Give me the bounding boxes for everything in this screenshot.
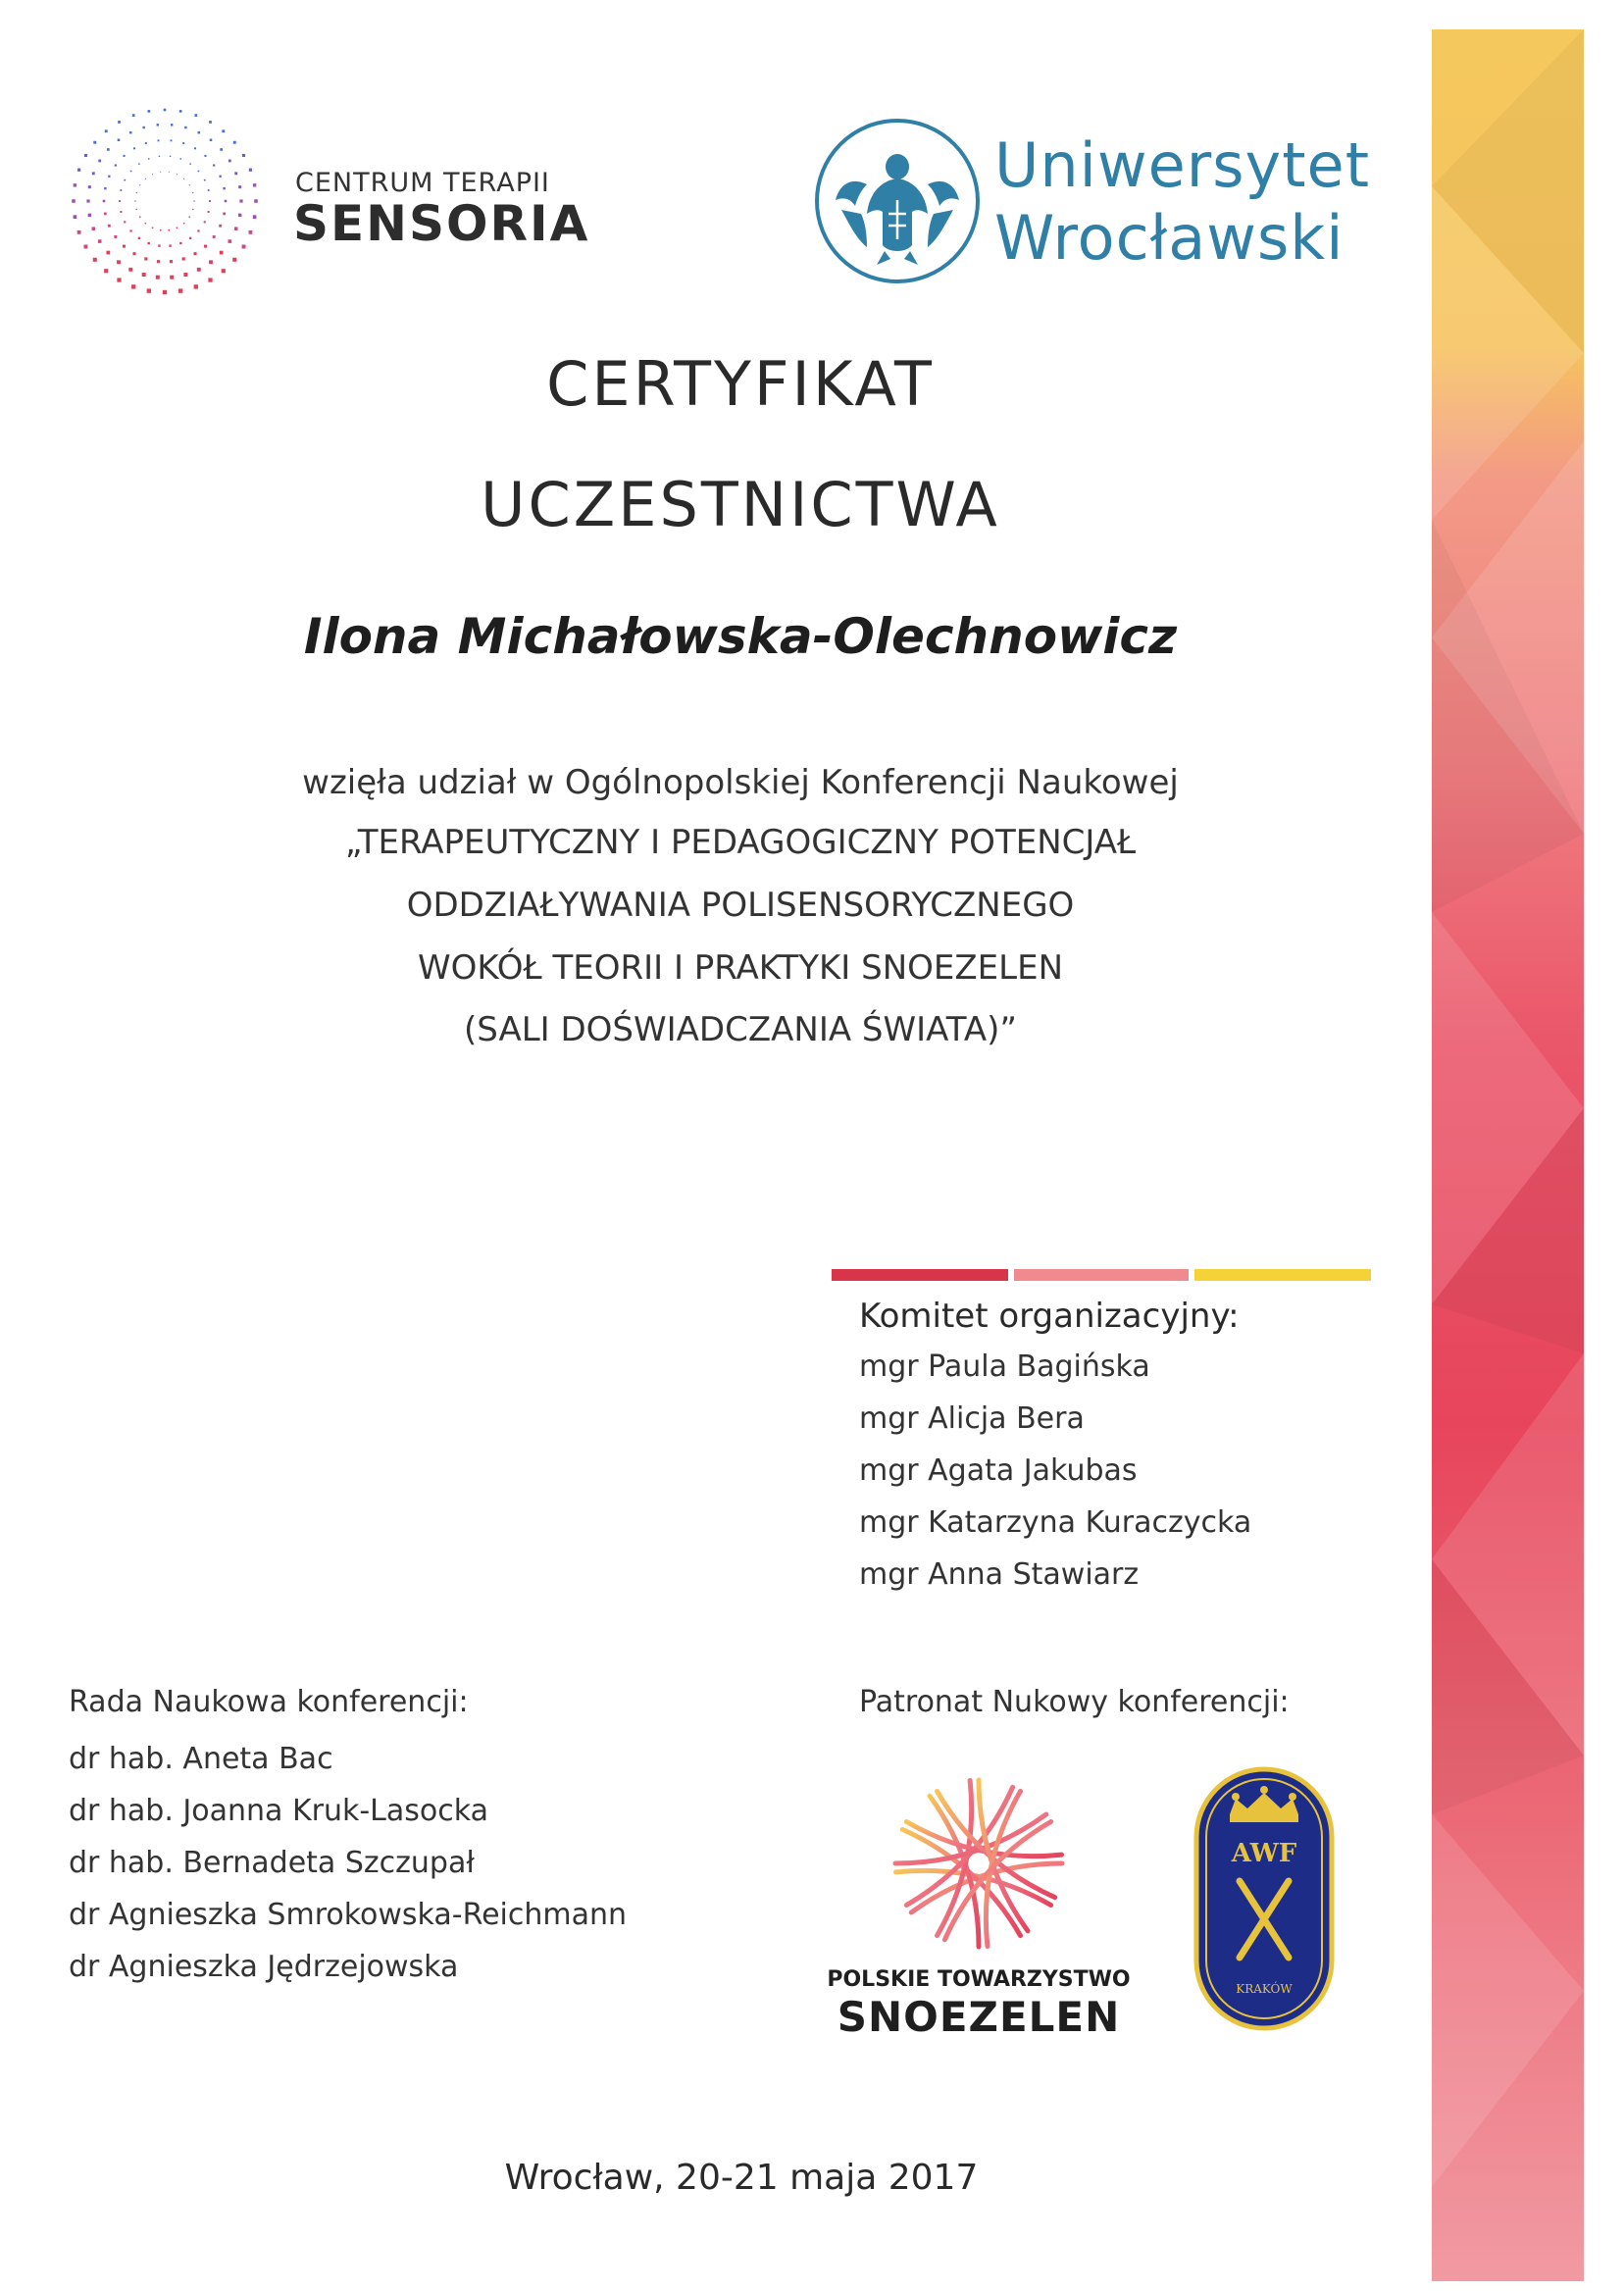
sensoria-dot xyxy=(233,141,236,144)
sensoria-dot xyxy=(148,110,151,113)
sensoria-dot xyxy=(157,260,160,263)
sensoria-dot xyxy=(170,156,171,157)
sensoria-dot xyxy=(136,192,137,193)
body-line: (SALI DOŚWIADCZANIA ŚWIATA)” xyxy=(463,1010,1018,1049)
sensoria-dot xyxy=(194,284,198,288)
sensoria-dot xyxy=(204,179,206,181)
sensoria-dot xyxy=(179,110,182,113)
committee-member: mgr Katarzyna Kuraczycka xyxy=(859,1505,1252,1540)
sensoria-dot xyxy=(118,138,121,141)
sensoria-dot xyxy=(88,214,91,217)
council-member: dr hab. Joanna Kruk-Lasocka xyxy=(69,1794,488,1828)
sensoria-dot xyxy=(105,129,108,132)
sensoria-dot xyxy=(132,114,135,117)
sensoria-dot xyxy=(98,160,101,163)
sensoria-dot xyxy=(178,288,182,292)
sensoria-dot xyxy=(108,225,111,228)
sensoria-dot xyxy=(242,154,245,157)
sensoria-dot xyxy=(103,200,106,203)
sensoria-dot xyxy=(156,276,160,280)
sensoria-dot xyxy=(119,200,121,202)
sensoria-dot xyxy=(138,163,140,165)
university-logo xyxy=(812,116,1370,292)
sensoria-dot xyxy=(209,121,212,124)
sensoria-dot xyxy=(213,235,216,238)
sensoria-dot xyxy=(183,223,185,225)
sensoria-dot xyxy=(249,169,252,172)
sensoria-dot xyxy=(192,209,193,210)
snoezelen-title: SNOEZELEN xyxy=(837,1993,1121,2041)
sensoria-dot xyxy=(157,124,159,126)
sensoria-dot xyxy=(120,211,122,213)
sensoria-dot xyxy=(169,172,170,173)
sensoria-dot xyxy=(170,260,173,263)
sensoria-dot xyxy=(152,228,154,229)
sensoria-dot xyxy=(159,156,160,157)
sensoria-dot xyxy=(142,127,144,128)
sensoria-dot xyxy=(132,252,135,255)
sensoria-dot xyxy=(182,142,184,144)
council-member: dr Agnieszka Jędrzejowska xyxy=(69,1950,459,1984)
scientific-council xyxy=(69,1685,627,2000)
snoezelen-sphere-icon xyxy=(881,1765,1077,1961)
sensoria-title: SENSORIA xyxy=(293,195,590,252)
sensoria-dot xyxy=(124,221,126,223)
sensoria-dot xyxy=(160,172,161,173)
sensoria-dot xyxy=(108,176,110,178)
sensoria-dot xyxy=(194,114,197,117)
committee-member: mgr Paula Bagińska xyxy=(859,1349,1150,1384)
sensoria-dot xyxy=(228,239,232,243)
sensoria-dot xyxy=(248,230,252,234)
sensoria-dot xyxy=(145,142,147,144)
sensoria-dot xyxy=(128,268,132,272)
sensoria-dot xyxy=(184,127,186,128)
sensoria-dot xyxy=(74,215,77,219)
organizing-committee xyxy=(859,1297,1251,1607)
sensoria-dot xyxy=(98,239,102,243)
sensoria-dot xyxy=(180,158,181,159)
sensoria-dot xyxy=(234,172,237,175)
sensoria-dot xyxy=(189,163,191,165)
sensoria-dot xyxy=(219,225,222,228)
sensoria-dot xyxy=(193,200,194,201)
sensoria-dot xyxy=(223,187,225,189)
university-name-line1: Uniwersytet xyxy=(994,129,1370,201)
sensoria-dot xyxy=(84,154,87,157)
sensoria-dot xyxy=(194,147,196,149)
sensoria-dot xyxy=(171,139,173,141)
sensoria-dot xyxy=(145,178,146,179)
sensoria-dot xyxy=(129,229,131,231)
sensoria-dot xyxy=(158,139,160,141)
sensoria-dot xyxy=(118,121,121,124)
sensoria-dot xyxy=(204,245,207,248)
sensoria-dot xyxy=(117,278,121,281)
sensoria-dot xyxy=(148,158,149,159)
sensoria-dot xyxy=(133,147,135,149)
sensoria-dot xyxy=(142,273,146,277)
university-name-line2: Wrocławski xyxy=(994,202,1345,274)
sensoria-dot xyxy=(239,199,242,202)
sensoria-dot xyxy=(104,213,107,216)
sensoria-dot xyxy=(120,189,122,191)
sensoria-dot xyxy=(220,148,223,151)
sensoria-dot xyxy=(197,268,201,272)
awf-text: AWF xyxy=(1231,1839,1297,1868)
patronage-heading: Patronat Nukowy konferencji: xyxy=(859,1685,1290,1719)
sensoria-dot xyxy=(123,155,125,157)
sensoria-dot xyxy=(213,164,215,166)
sensoria-dot xyxy=(130,171,132,173)
sensoria-dot xyxy=(129,131,131,133)
sensoria-dot xyxy=(253,183,256,186)
sensoria-dot xyxy=(208,211,210,213)
participant-name: Ilona Michałowska-Olechnowicz xyxy=(303,608,1178,665)
sensoria-dot xyxy=(183,178,184,179)
body-line: ODDZIAŁYWANIA POLISENSORYCZNEGO xyxy=(406,886,1075,925)
body-line: WOKÓŁ TEORII I PRAKTYKI SNOEZELEN xyxy=(417,948,1064,988)
awf-krakow-emblem-icon xyxy=(1193,1765,1336,2032)
snoezelen-subtitle: POLSKIE TOWARZYSTWO xyxy=(827,1967,1131,1992)
sensoria-dot xyxy=(77,230,81,234)
sensoria-dot xyxy=(170,276,174,280)
sensoria-dot xyxy=(124,179,126,181)
body-line: „TERAPEUTYCZNY I PEDAGOGICZNY POTENCJAŁ xyxy=(344,823,1137,862)
sensoria-dot xyxy=(234,227,237,229)
sensoria-dot xyxy=(139,184,140,185)
sensoria-dot xyxy=(145,223,147,225)
sensoria-dot xyxy=(115,164,117,166)
sensoria-dot xyxy=(92,172,95,175)
sensoria-dot xyxy=(208,278,212,281)
body-line: wzięła udział w Ogólnopolskiej Konferencji Naukowej xyxy=(302,763,1179,802)
sensoria-dot xyxy=(104,187,106,189)
sensoria-dot xyxy=(88,185,91,188)
sensoria-dot xyxy=(164,109,167,112)
sensoria-dot xyxy=(171,124,173,126)
sensoria-dot xyxy=(210,138,213,141)
sensoria-dot xyxy=(183,273,187,277)
sensoria-dot xyxy=(232,258,236,262)
sensoria-dot xyxy=(182,257,185,260)
sensoria-dot xyxy=(209,260,213,264)
sensoria-dot xyxy=(168,229,170,231)
eagle-emblem-icon xyxy=(812,116,984,287)
sensoria-dot xyxy=(189,237,191,239)
sensoria-dot xyxy=(222,269,226,273)
sensoria-dot xyxy=(86,199,89,202)
council-member: dr hab. Aneta Bac xyxy=(69,1742,333,1776)
sensoria-dot xyxy=(123,245,126,248)
sensoria-dot xyxy=(169,244,171,246)
awf-city-text: KRAKÓW xyxy=(1236,1982,1293,1996)
sensoria-dot xyxy=(192,192,193,193)
sensoria-dot xyxy=(177,228,178,229)
sensoria-dot xyxy=(204,155,206,157)
committee-heading: Komitet organizacyjny: xyxy=(859,1297,1240,1336)
sensoria-logo xyxy=(67,103,590,299)
sensoria-dot xyxy=(242,245,246,249)
sensoria-dot xyxy=(198,131,200,133)
council-member: dr Agnieszka Smrokowska-Reichmann xyxy=(69,1898,628,1932)
sensoria-dot xyxy=(144,257,147,260)
sensoria-dot xyxy=(254,199,258,203)
sensoria-dot xyxy=(197,229,199,231)
sensoria-dot xyxy=(106,251,110,255)
sensoria-dot xyxy=(138,237,140,239)
sensoria-dot xyxy=(209,200,211,202)
sensoria-dot xyxy=(136,209,137,210)
committee-member: mgr Agata Jakubas xyxy=(859,1453,1138,1488)
tricolor-divider xyxy=(832,1269,1371,1281)
sensoria-dot xyxy=(220,251,224,255)
place-and-date: Wrocław, 20-21 maja 2017 xyxy=(504,2158,979,2198)
sensoria-dot xyxy=(117,260,121,264)
sensoria-dots-mark xyxy=(67,103,263,299)
sensoria-subtitle: CENTRUM TERAPII xyxy=(295,168,550,198)
sensoria-dot xyxy=(92,227,95,229)
sensoria-dot xyxy=(208,189,210,191)
sensoria-dot xyxy=(93,258,97,262)
sensoria-dot xyxy=(163,290,167,294)
sensoria-dot xyxy=(131,284,135,288)
sensoria-dot xyxy=(93,141,96,144)
sensoria-dot xyxy=(225,200,228,203)
council-member: dr hab. Bernadeta Szczupał xyxy=(69,1846,475,1880)
sensoria-dot xyxy=(114,235,117,238)
sensoria-dot xyxy=(77,169,80,172)
sensoria-dot xyxy=(107,148,110,151)
sensoria-dot xyxy=(147,288,151,292)
sensoria-dot xyxy=(189,184,190,185)
sensoria-dot xyxy=(228,160,231,163)
sensoria-dot xyxy=(204,221,206,223)
sensoria-dot xyxy=(223,213,226,216)
snoezelen-logo xyxy=(822,1765,1136,2040)
sensoria-dot xyxy=(193,252,196,255)
sensoria-dot xyxy=(158,244,160,246)
sensoria-dot xyxy=(253,215,257,219)
sensoria-dot xyxy=(72,199,76,203)
sensoria-dot xyxy=(179,242,181,244)
committee-member: mgr Anna Stawiarz xyxy=(859,1557,1140,1592)
sensoria-dot xyxy=(83,245,87,249)
council-heading: Rada Naukowa konferencji: xyxy=(69,1685,469,1719)
sensoria-dot xyxy=(134,200,135,201)
certificate-title: CERTYFIKAT xyxy=(546,348,935,420)
certificate-subtitle: UCZESTNICTWA xyxy=(481,469,1000,540)
committee-member: mgr Alicja Bera xyxy=(859,1401,1085,1436)
sensoria-dot xyxy=(238,185,241,188)
sensoria-dot xyxy=(152,174,153,175)
sensoria-dot xyxy=(222,129,225,132)
sensoria-dot xyxy=(148,242,150,244)
sensoria-dot xyxy=(238,214,241,217)
sensoria-dot xyxy=(160,229,162,231)
sensoria-dot xyxy=(177,174,178,175)
sensoria-dot xyxy=(198,171,200,173)
sensoria-dot xyxy=(189,216,190,217)
sensoria-dot xyxy=(139,216,140,217)
sensoria-dot xyxy=(74,183,76,186)
sensoria-dot xyxy=(219,176,221,178)
sensoria-dot xyxy=(104,269,108,273)
